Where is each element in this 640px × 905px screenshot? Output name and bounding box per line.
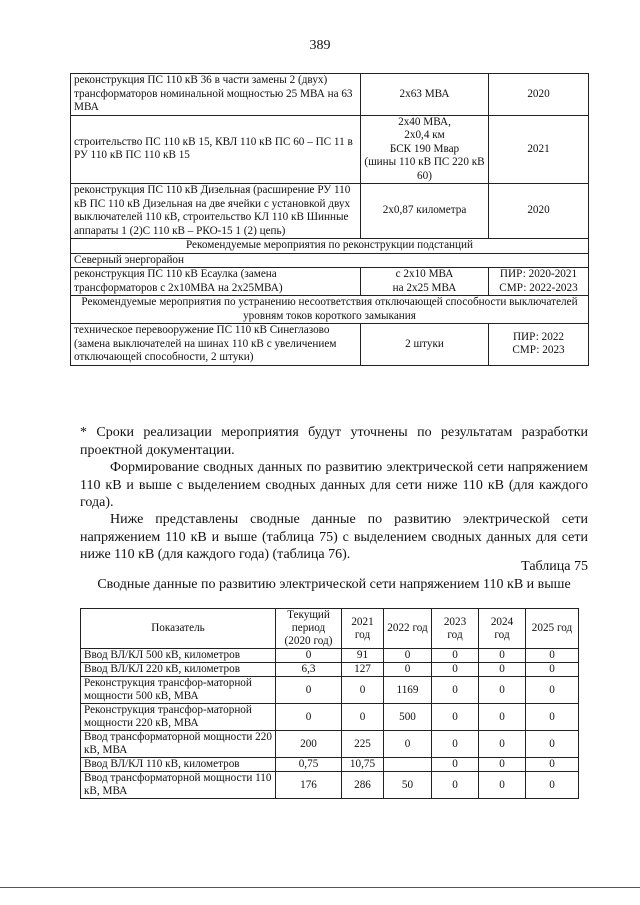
measure-year: 2020: [489, 184, 589, 239]
indicator-value: 10,75: [342, 758, 384, 772]
indicator-value: 0: [276, 649, 342, 663]
indicator-value: 0: [432, 772, 479, 799]
column-header: 2021 год: [342, 609, 384, 649]
measure-description: техническое перевооружение ПС 110 кВ Синеглазово (замена выключателей на шинах 110 кВ с увеличением отключающей способности, 2 штуки): [71, 324, 361, 366]
indicator-value: 286: [342, 772, 384, 799]
indicator-value: 0: [384, 731, 432, 758]
indicator-value: 0: [526, 663, 579, 677]
summary-paragraph-2: Ниже представлены сводные данные по развитию электрической сети напряжением 110 кВ и выше (таблица 75) с выделением сводных данных для сети ниже 110 кВ (для каждого года) (таблица 76).: [80, 512, 588, 562]
table-row: [81, 758, 579, 772]
column-header: Показатель: [81, 609, 276, 649]
indicator-value: 225: [342, 731, 384, 758]
indicator-name: Ввод ВЛ/КЛ 220 кВ, километров: [81, 663, 276, 677]
measure-capacity: 2 штуки: [361, 324, 489, 366]
table-row: [81, 772, 579, 799]
indicator-value: 50: [384, 772, 432, 799]
indicator-value: 176: [276, 772, 342, 799]
indicator-name: Ввод трансформаторной мощности 110 кВ, МВА: [81, 772, 276, 799]
table-row: [71, 268, 589, 296]
indicator-value: 0: [526, 758, 579, 772]
column-header: 2023 год: [432, 609, 479, 649]
indicator-value: 91: [342, 649, 384, 663]
measure-capacity: 2х0,87 километра: [361, 184, 489, 239]
indicator-value: 0: [384, 649, 432, 663]
table-label: Таблица 75: [521, 559, 588, 574]
indicator-value: 200: [276, 731, 342, 758]
table-row: [81, 663, 579, 677]
indicator-value: 0: [526, 649, 579, 663]
summary-table: [80, 608, 579, 799]
column-header: 2022 год: [384, 609, 432, 649]
measure-description: строительство ПС 110 кВ 15, КВЛ 110 кВ ПС 60 – ПС 11 в РУ 110 кВ ПС 110 кВ 15: [71, 115, 361, 184]
indicator-value: 0: [479, 704, 526, 731]
summary-paragraph-1: Формирование сводных данных по развитию электрической сети напряжением 110 кВ и выше с выделением сводных данных для сети ниже 110 кВ (для каждого года).: [80, 460, 588, 510]
indicator-value: 0: [276, 704, 342, 731]
indicator-value: 0: [384, 663, 432, 677]
section-heading: Рекомендуемые мероприятия по реконструкции подстанций: [71, 239, 589, 254]
footer-rule: [0, 887, 640, 888]
indicator-value: 0: [432, 663, 479, 677]
indicator-value: 500: [384, 704, 432, 731]
column-header: 2025 год: [526, 609, 579, 649]
table-row: [71, 296, 589, 324]
indicator-value: 0: [479, 772, 526, 799]
table-row: [71, 253, 589, 268]
note-paragraph: * Сроки реализации мероприятия будут уточнены по результатам разработки проектной документации.: [80, 425, 588, 458]
indicator-value: 0: [479, 758, 526, 772]
indicator-name: Ввод ВЛ/КЛ 500 кВ, километров: [81, 649, 276, 663]
measure-year: ПИР: 2022 СМР: 2023: [489, 324, 589, 366]
measure-description: реконструкция ПС 110 кВ Дизельная (расширение РУ 110 кВ ПС 110 кВ Дизельная на две ячейки с установкой двух выключателей 110 кВ, строительство КЛ 110 кВ Шинные аппараты 1 (2)С 110 кВ – РКО-15 1 (2) цепь): [71, 184, 361, 239]
measures-table: [70, 73, 589, 366]
indicator-value: 6,3: [276, 663, 342, 677]
table-row: [81, 731, 579, 758]
indicator-value: 0: [526, 772, 579, 799]
region-heading: Северный энергорайон: [71, 253, 589, 268]
section-heading: Рекомендуемые мероприятия по устранению несоответствия отключающей способности выключателей уровням токов короткого замыкания: [71, 296, 589, 324]
measure-capacity: 2х40 МВА, 2х0,4 км БСК 190 Мвар (шины 110 кВ ПС 220 кВ 60): [361, 115, 489, 184]
measure-capacity: с 2х10 МВА на 2х25 МВА: [361, 268, 489, 296]
indicator-value: 0: [526, 731, 579, 758]
indicator-value: 0: [432, 758, 479, 772]
table-row: [81, 649, 579, 663]
indicator-value: 0: [342, 677, 384, 704]
indicator-value: 0: [432, 731, 479, 758]
measure-year: 2021: [489, 115, 589, 184]
indicator-value: [384, 758, 432, 772]
indicator-value: 0: [526, 704, 579, 731]
indicator-name: Ввод ВЛ/КЛ 110 кВ, километров: [81, 758, 276, 772]
table-row: [81, 704, 579, 731]
indicator-value: 0: [432, 704, 479, 731]
table-row: [71, 74, 589, 116]
indicator-value: 0: [479, 731, 526, 758]
column-header: Текущий период (2020 год): [276, 609, 342, 649]
indicator-value: 1169: [384, 677, 432, 704]
measure-description: реконструкция ПС 110 кВ 36 в части замены 2 (двух) трансформаторов номинальной мощностью 25 МВА на 63 МВА: [71, 74, 361, 116]
table-row: [71, 115, 589, 184]
page-number: 389: [309, 38, 331, 53]
indicator-value: 0: [432, 677, 479, 704]
table-title: Сводные данные по развитию электрической сети напряжением 110 кВ и выше: [97, 577, 571, 592]
measure-year: 2020: [489, 74, 589, 116]
table-row: [81, 677, 579, 704]
table-row: [71, 324, 589, 366]
indicator-value: 0: [526, 677, 579, 704]
measure-description: реконструкция ПС 110 кВ Есаулка (замена трансформаторов с 2х10МВА на 2х25МВА): [71, 268, 361, 296]
indicator-name: Ввод трансформаторной мощности 220 кВ, МВА: [81, 731, 276, 758]
table-row: [71, 239, 589, 254]
column-header: 2024 год: [479, 609, 526, 649]
indicator-value: 0: [479, 649, 526, 663]
measure-year: ПИР: 2020-2021 СМР: 2022-2023: [489, 268, 589, 296]
indicator-value: 0: [276, 677, 342, 704]
indicator-value: 127: [342, 663, 384, 677]
summary-table-header: [81, 609, 579, 649]
indicator-value: 0: [479, 677, 526, 704]
measure-capacity: 2х63 МВА: [361, 74, 489, 116]
indicator-value: 0: [342, 704, 384, 731]
indicator-value: 0: [432, 649, 479, 663]
table-row: [71, 184, 589, 239]
indicator-name: Реконструкция трансфор-маторной мощности 500 кВ, МВА: [81, 677, 276, 704]
indicator-name: Реконструкция трансфор-маторной мощности 220 кВ, МВА: [81, 704, 276, 731]
indicator-value: 0,75: [276, 758, 342, 772]
indicator-value: 0: [479, 663, 526, 677]
